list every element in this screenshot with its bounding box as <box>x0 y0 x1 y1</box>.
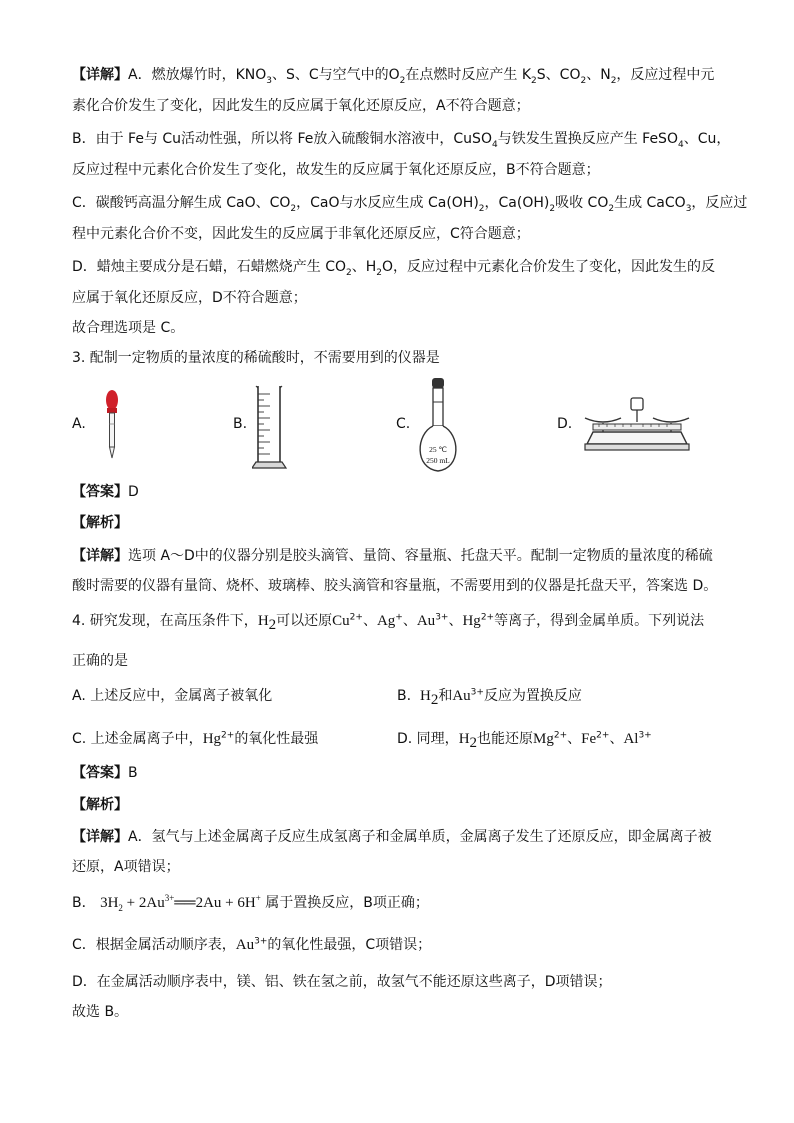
flask-temp-label: 25 ℃ <box>429 445 447 454</box>
q4-detail-b: B． $3H_2$ + $2Au^{3+}══2Au + 6H^+$ 属于置换反应，B项正确； <box>72 893 429 913</box>
q2-detail-c-line1: C．碳酸钙高温分解生成 CaO、$CO_2$，CaO与水反应生成 $Ca(OH)_2$，$Ca(OH)_2$吸收 $CO_2$生成 CaCO$_3$，反应过 <box>72 195 748 214</box>
q4-stem-line1: 4. 研究发现，在高压条件下，$H_2$可以还原$Cu^{2+}$、Ag+、$Au^{3+}$、$Hg^{2+}$等离子，得到金属单质。下列说法 <box>72 612 705 633</box>
q2-detail-d-line1: D．蜡烛主要成分是石蜡，石蜡燃烧产生 $CO_2$、$H_2O$，反应过程中元素化合价发生了变化，因此发生的反 <box>72 259 716 278</box>
q4-answer: 【答案】B <box>72 765 138 781</box>
q4-detail-d: D．在金属活动顺序表中，镁、铝、铁在氢之前，故氢气不能还原这些离子，D项错误； <box>72 974 612 990</box>
q3-option-c-label: C. <box>396 416 411 432</box>
q4-detail-c: C．根据金属活动顺序表，$Au^{3+}$的氧化性最强，C项错误； <box>72 936 432 953</box>
measuring-cylinder-icon <box>252 384 288 470</box>
q3-detail-line2: 酸时需要的仪器有量筒、烧杯、玻璃棒、胶头滴管和容量瓶，不需要用到的仪器是托盘天平，答案选 D。 <box>72 578 718 594</box>
q2-conclusion: 故合理选项是 C。 <box>72 320 185 336</box>
q4-option-b: B. $H_2$和$Au^{3+}$反应为置换反应 <box>397 687 582 708</box>
q4-option-a: A. 上述反应中，金属离子被氧化 <box>72 688 273 704</box>
q3-option-a-label: A. <box>72 416 86 432</box>
q2-detail-b-line2: 反应过程中元素化合价发生了变化，故发生的反应属于氧化还原反应，B不符合题意； <box>72 162 600 178</box>
q3-detail-line1: 【详解】选项 A～D中的仪器分别是胶头滴管、量筒、容量瓶、托盘天平。配制一定物质的量浓度的稀硫 <box>72 548 713 564</box>
q4-stem-line2: 正确的是 <box>72 653 128 669</box>
q4-detail-a-line1: 【详解】A．氢气与上述金属离子反应生成氢离子和金属单质，金属离子发生了还原反应，即金属离子被 <box>72 829 712 845</box>
q3-option-d-label: D. <box>557 416 573 432</box>
q3-option-b-label: B. <box>233 416 248 432</box>
volumetric-flask-icon <box>412 376 464 474</box>
q2-detail-c-line2: 程中元素化合价不变，因此发生的反应属于非氧化还原反应，C符合题意； <box>72 226 530 242</box>
q4-detail-a-line2: 还原，A项错误； <box>72 859 180 875</box>
q3-stem: 3. 配制一定物质的量浓度的稀硫酸时，不需要用到的仪器是 <box>72 350 440 366</box>
q4-analysis-label: 【解析】 <box>72 797 128 813</box>
flask-volume-label: 250 mL <box>426 456 450 465</box>
b-equation: $3H_2$ + $2Au^{3+}══2Au + 6H^+$ <box>100 893 261 913</box>
detail-label: 【详解】 <box>72 67 128 83</box>
q2-detail-d-line2: 应属于氧化还原反应，D不符合题意； <box>72 290 307 306</box>
q2-detail-b-line1: B．由于 Fe与 Cu活动性强，所以将 Fe放入硫酸铜水溶液中，CuSO$_4$与铁发生置换反应产生 FeSO$_4$、Cu， <box>72 131 731 150</box>
q4-option-d: D. 同理，$H_2$也能还原$Mg^{2+}$、$Fe^{2+}$、$Al^{3+}$ <box>397 730 652 751</box>
q3-analysis-label: 【解析】 <box>72 515 128 531</box>
dropper-icon <box>100 388 124 460</box>
q4-option-c: C. 上述金属离子中，$Hg^{2+}$的氧化性最强 <box>72 730 319 747</box>
q4-conclusion: 故选 B。 <box>72 1004 129 1020</box>
q2-detail-a-line2: 素化合价发生了变化，因此发生的反应属于氧化还原反应，A不符合题意； <box>72 98 530 114</box>
q2-detail-a-line1: 【详解】A．燃放爆竹时，$KNO_3$、S、C与空气中的$O_2$在点燃时反应产生 $K_2S$、$CO_2$、$N_2$，反应过程中元 <box>72 67 715 86</box>
q3-answer: 【答案】D <box>72 484 139 500</box>
balance-scale-icon <box>581 392 693 454</box>
